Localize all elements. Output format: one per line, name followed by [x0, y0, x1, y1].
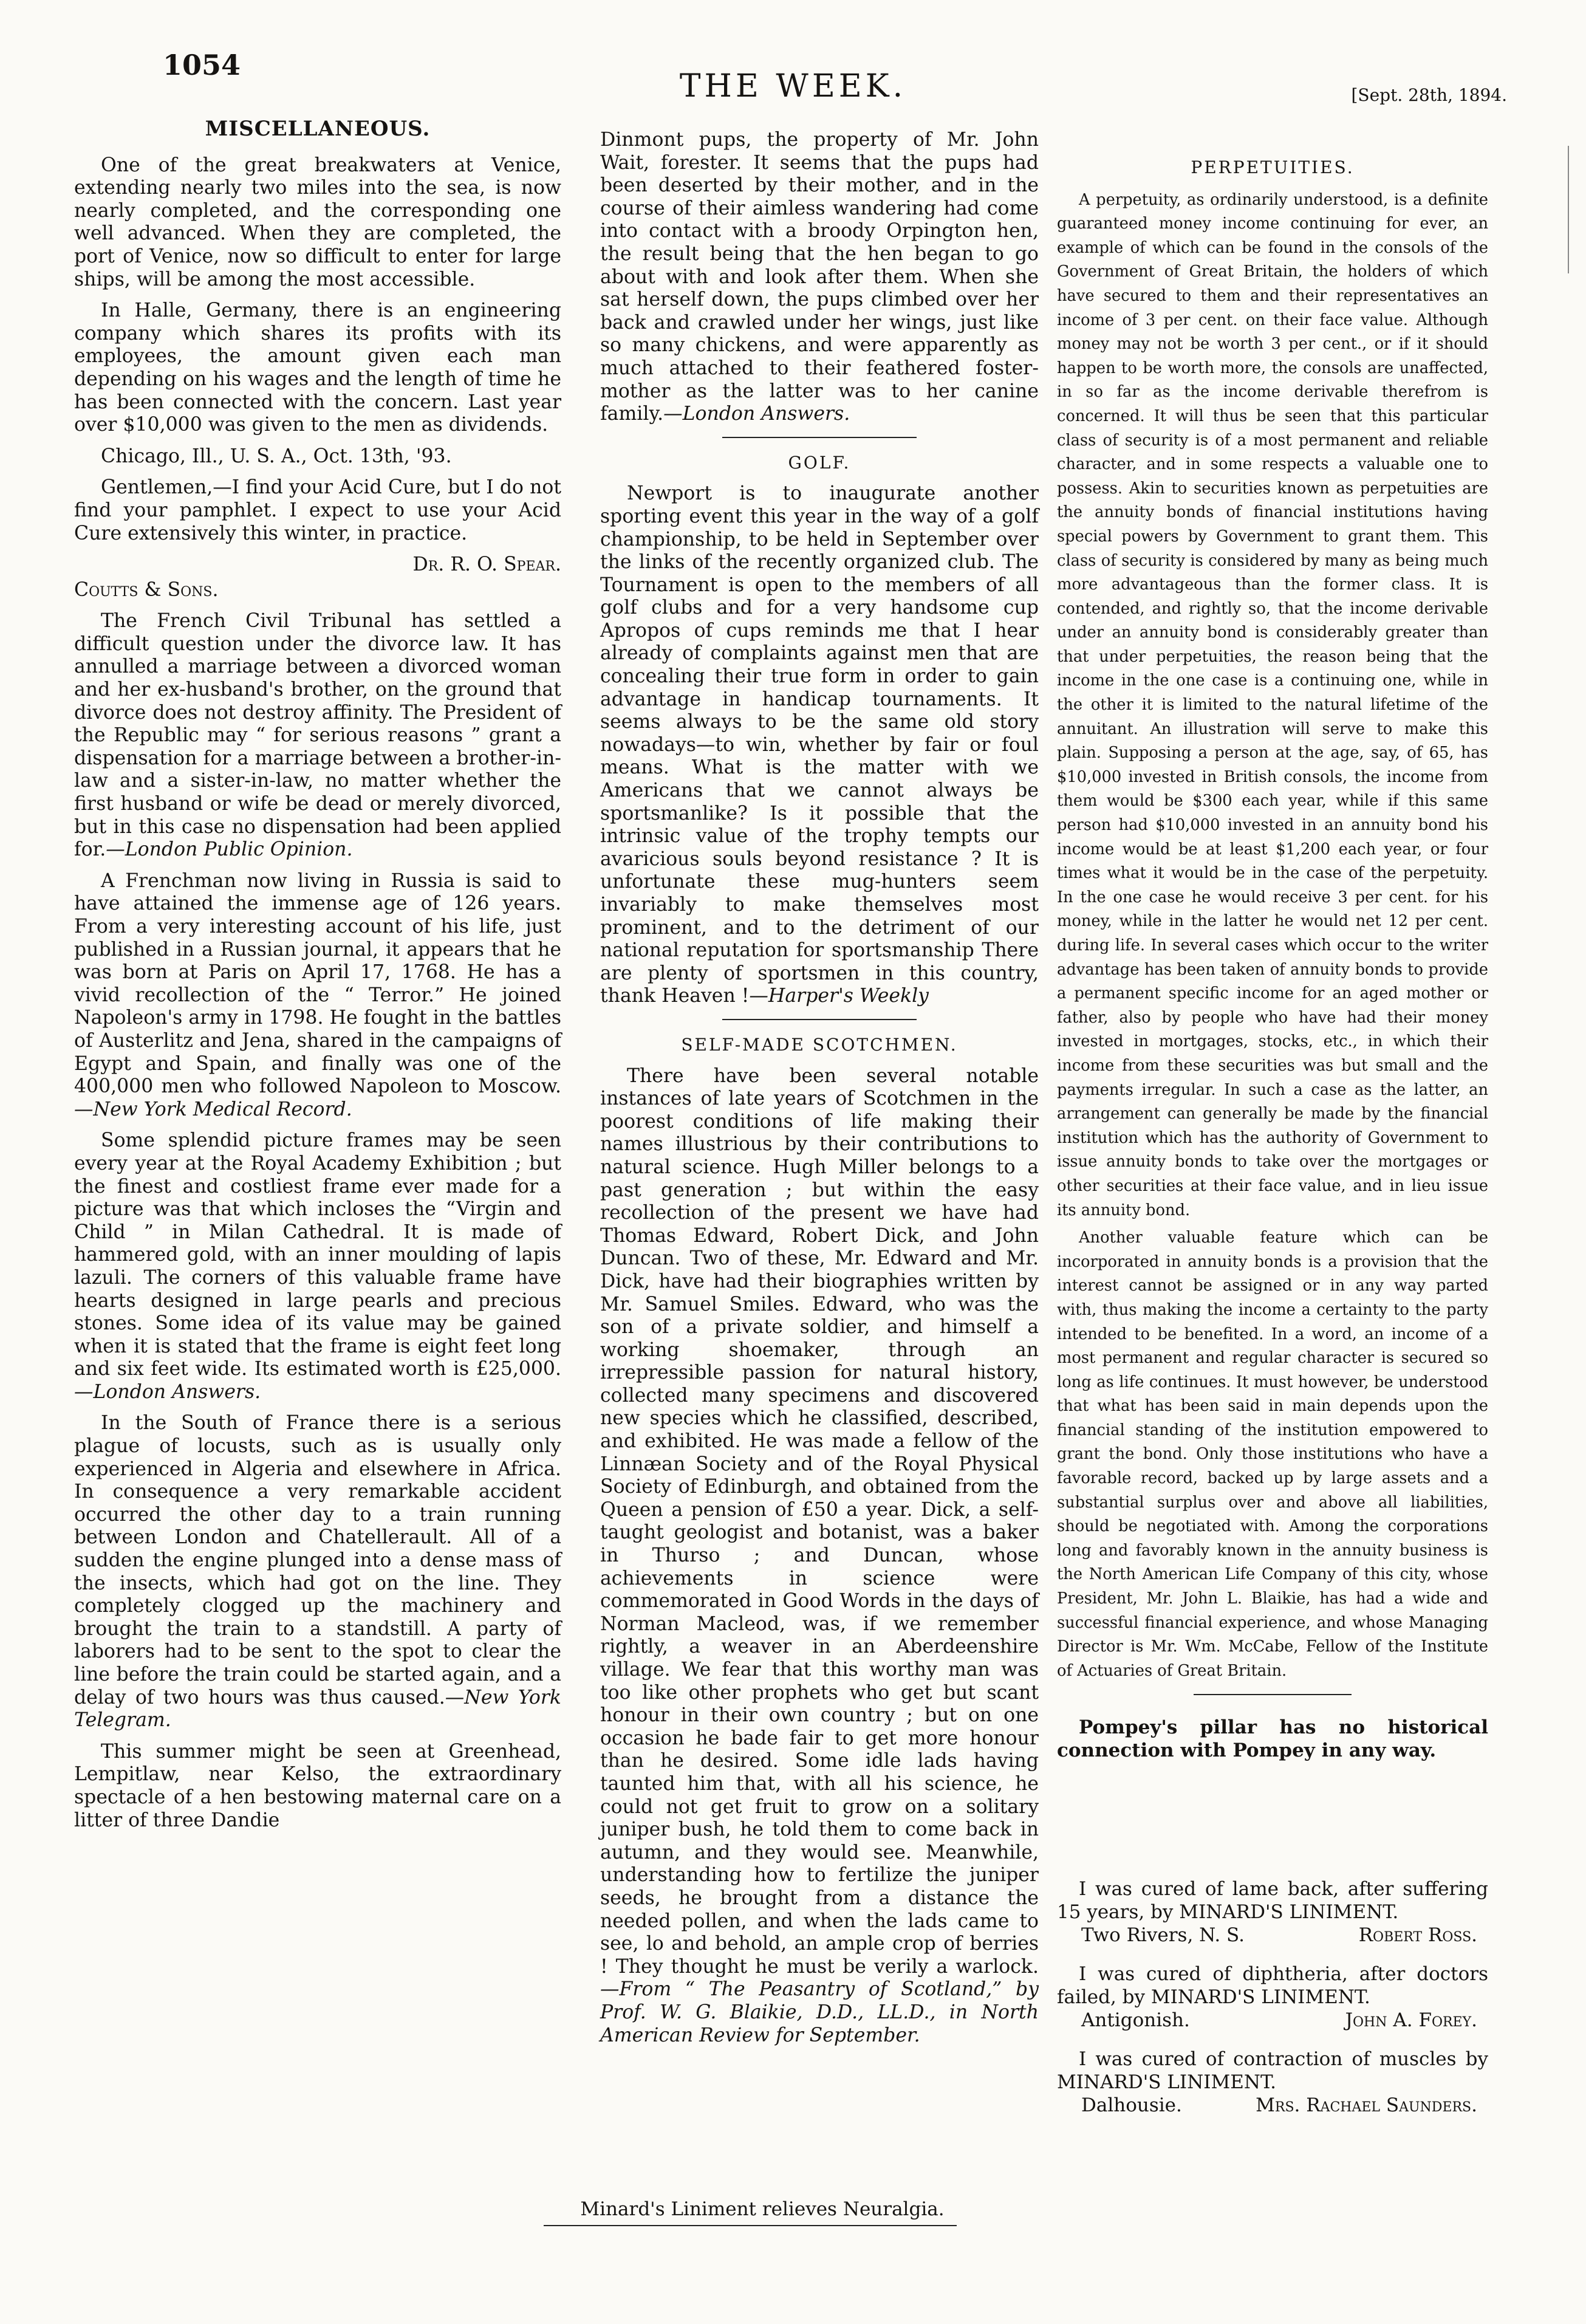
article-locusts	[74, 1412, 561, 1732]
article-perpetuities-2: Another valuable feature which can be incorporated in annuity bonds is a provision that the interest cannot be assigned or in any way parted with, thus making the income a certainty to the party intended to be benefited. In a word, an income of a most permanent and regular character is secured so long as life continues. It must however, be understood that what has been said in main depends upon the financial standing of the institution empowered to grant the bond. Only those institutions who have a favorable record, backed up by large assets and a substantial surplus over and above all liabilities, should be negotiated with. Among the corporations long and favorably known in the annuity business is the North American Life Company of this city, whose President, Mr. John L. Blaikie, has had a wide and successful financial experience, and whose Managing Director is Mr. Wm. McCabe, Fellow of the Institute of Actuaries of Great Britain.	[1057, 1229, 1488, 1680]
article-halle: In Halle, Germany, there is an engineering company which shares its profits with its employees, the amount given each man depending on his wages and the length of time he has been connected with the concern. Last year over $10,000 was given to the men as dividends.	[74, 300, 561, 436]
footer-advert-neuralgia: Minard's Liniment relieves Neuralgia.	[580, 2198, 945, 2220]
section-title-golf: GOLF.	[788, 452, 851, 473]
article-hen-continued	[600, 129, 1039, 426]
minards-liniment-testimonials	[1057, 1877, 1488, 2117]
article-frames-text: Some splendid picture frames may be seen every year at the Royal Academy Exhibition ; but the finest and costliest frame ever made for a picture was that which incloses the “Virgin and Child ” in Milan Cathedral. It is made of hammered gold, with an inner moulding of lapis lazuli. The corners of this valuable frame have hearts designed in large pearls and precious stones. Some idea of its value may be gained when it is stated that the frame is eight feet long and six feet wide. Its estimated worth is £25,000.	[74, 1129, 561, 1380]
article-hen-start: This summer might be seen at Greenhead, Lempitlaw, near Kelso, the extraordinary spectacle of a hen bestowing maternal care on a litter of three Dandie	[74, 1740, 561, 1831]
section-title-perpetuities: PERPETUITIES.	[1191, 157, 1355, 177]
article-frenchman-source: —New York Medical Record.	[74, 1098, 352, 1120]
letter-body: Gentlemen,—I find your Acid Cure, but I do not find your pamphlet. I expect to use your Acid Cure extensively this winter, in practice.	[74, 476, 561, 544]
article-golf	[600, 482, 1039, 1008]
article-scotchmen-text: There have been several notable instances of late years of Scotchmen in the poorest conditions of life making their names illustrious by their contributions to natural science. Hugh Miller belongs to a past generation ; but within the easy recollection of the present we have had Thomas Edward, Robert Dick, and John Duncan. Two of these, Mr. Edward and Mr. Dick, have had their biographies written by Mr. Samuel Smiles. Edward, who was the son of a private soldier, and himself a working shoemaker, through an irrepressible passion for natural history, collected many specimens and discovered new species which he classified, described, and exhibited. He was made a fellow of the Linnæan Society and of the Royal Physical Society of Edinburgh, and obtained from the Queen a pension of £50 a year. Dick, a self-taught geologist and botanist, was a baker in Thurso ; and Duncan, whose achievements in science were commemorated in Good Words in the days of Norman Macleod, was, if we remember rightly, a weaver in an Aberdeenshire village. We fear that this worthy man was too like other prophets who get but scant honour in their own country ; but on one occasion he bade fair to get more honour than he desired. Some idle lads having taunted him that, with all his science, he could not get fruit to grow on a solitary juniper bush, he told them to come back in autumn, and they would see. Meanwhile, understanding how to fertilize the juniper seeds, he brought from a distance the needed pollen, and when the lads came to see, lo and behold, an ample crop of berries ! They thought he must be verily a warlock.	[600, 1064, 1039, 1978]
testimonial-name: Robert Ross.	[1358, 1924, 1477, 1947]
article-hen-source: —London Answers.	[663, 403, 850, 425]
section-divider	[1194, 1694, 1352, 1695]
testimonial-place: Dalhousie.	[1081, 2094, 1182, 2117]
article-venice: One of the great breakwaters at Venice, extending nearly two miles into the sea, is now nearly completed, and the corresponding one well advanced. When they are completed, the port of Venice, now so difficult to enter for large ships, will be among the most accessible.	[74, 154, 561, 290]
article-scotchmen	[600, 1065, 1039, 2048]
article-locusts-text: In the South of France there is a serious plague of locusts, such as is usually only experienced in Algeria and elsewhere in Africa. In consequence a very remarkable accident occurred the other day to a train running between London and Chatellerault. All of a sudden the engine plunged into a dense mass of the insects, which had got on the line. They completely clogged up the machinery and brought the train to a standstill. A party of laborers had to be sent to the spot to clear the line before the train could be started again, and a delay of two hours was thus caused.	[74, 1412, 561, 1709]
section-title-scotchmen: SELF-MADE SCOTCHMEN.	[681, 1034, 958, 1055]
note-pompey-pillar: Pompey's pillar has no historical connection with Pompey in any way.	[1057, 1716, 1488, 1762]
article-frames-source: —London Answers.	[74, 1380, 261, 1403]
testimonial-place: Antigonish.	[1081, 2009, 1190, 2032]
page-edge-mark	[1568, 146, 1586, 273]
letter-place-date: Chicago, Ill., U. S. A., Oct. 13th, '93.	[101, 445, 452, 467]
testimonial-text: I was cured of contraction of muscles by MINARD'S LINIMENT.	[1057, 2048, 1488, 2094]
column-2	[600, 129, 1039, 2055]
article-frenchman-text: A Frenchman now living in Russia is said to have attained the immense age of 126 years. From a very interesting account of his life, just published in a Russian journal, it appears that he was born at Paris on April 17, 1768. He has a vivid recollection of the “ Terror.” He joined Napoleon's army in 1798. He fought in the battles of Austerlitz and Jena, shared in the campaigns of Egypt and Spain, and finally was one of the 400,000 men who followed Napoleon to Moscow.	[74, 869, 561, 1098]
testimonial	[1057, 1962, 1488, 2032]
letter-signature: Dr. R. O. Spear.	[412, 554, 561, 576]
testimonial-name: John A. Forey.	[1345, 2009, 1477, 2032]
testimonial-text: I was cured of lame back, after suffering 15 years, by MINARD'S LINIMENT.	[1057, 1878, 1488, 1924]
article-golf-text: Newport is to inaugurate another sporting event this year in the way of a golf championship, to be held in September over the links of the recently organized club. The Tournament is open to the members of all golf clubs and for a very handsome cup Apropos of cups reminds me that I hear already of complaints against men that are concealing their true form in order to gain advantage in handicap tournaments. It seems always to be the same old story nowadays—to win, whether by fair or foul means. What is the matter with we Americans that we cannot always be sportsmanlike? Is it possible that the intrinsic value of the trophy tempts our avaricious souls beyond resistance ? It is unfortunate these mug-hunters seem invariably to make themselves most prominent, and to the detriment of our national reputation for sportsmanship There are plenty of sportsmen in this country, thank Heaven !	[600, 482, 1039, 1007]
column-3	[1057, 146, 1488, 2133]
testimonial-place: Two Rivers, N. S.	[1081, 1924, 1245, 1947]
article-tribunal-source: —London Public Opinion.	[106, 838, 353, 861]
article-frenchman	[74, 870, 561, 1122]
article-perpetuities-1: A perpetuity, as ordinarily understood, is a definite guaranteed money income continuing for ever, an example of which can be found in the consols of the Government of Great Britain, the holders of which have secured to them and their representatives an income of 3 per cent. on their face value. Although money may not be worth 3 per cent., or if it should happen to be worth more, the consols are unaffected, in so far as the income derivable therefrom is concerned. It will thus be seen that this particular class of security is of a most permanent and reliable character, and in some respects a valuable one to possess. Akin to securities known as perpetuities are the annuity bonds of financial institutions having special powers by Government to grant them. This class of security is considered by many as being much more advantageous than the former class. It is contended, and rightly so, that the income derivable under an annuity bond is considerably greater than that under perpetuities, the reason being that the income in the one case is a continuing one, while in the other it is limited to the natural lifetime of the annuitant. An illustration will serve to make this plain. Supposing a person at the age, say, of 65, has $10,000 invested in British consols, the income from them would be $300 each year, while if this same person had $10,000 invested in an annuity bond his income would be at least $1,200 each year, or four times what it would be in the case of the perpetuity. In the one case he would receive 3 per cent. for his money, while in the latter he would net 12 per cent. during life. In several cases which occur to the writer advantage has been taken of annuity bonds to provide a permanent specific income for an aged mother or father, also by people who have had their money invested in mortgages, stocks, etc., in which their income from these securities was but small and the payments irregular. In such a case as the latter, an arrangement can generally be made by the financial institution which has the authority of Government to issue annuity bonds to take over the mortgages or other securities at their face value, and in lieu issue its annuity bond.	[1057, 190, 1488, 1219]
footer-divider	[544, 2225, 957, 2226]
section-divider	[722, 437, 917, 438]
article-tribunal	[74, 610, 561, 862]
testimonial-signature	[1057, 2094, 1488, 2117]
testimonial	[1057, 2048, 1488, 2117]
article-locusts-source: —New York Telegram.	[74, 1686, 561, 1732]
section-title-miscellaneous: MISCELLANEOUS.	[205, 117, 431, 141]
testimonial-name: Mrs. Rachael Saunders.	[1256, 2094, 1477, 2117]
article-scotchmen-source: —From “ The Peasantry of Scotland,” by Prof. W. G. Blaikie, D.D., LL.D., in North American Review for September.	[600, 1978, 1039, 2046]
testimonial-signature	[1057, 2009, 1488, 2032]
testimonial	[1057, 1877, 1488, 1947]
issue-date: [Sept. 28th, 1894.	[1351, 85, 1507, 105]
column-1	[74, 109, 561, 1840]
section-divider	[722, 1019, 917, 1020]
testimonial-text: I was cured of diphtheria, after doctors failed, by MINARD'S LINIMENT.	[1057, 1963, 1488, 2009]
testimonial-signature	[1057, 1924, 1488, 1947]
article-frames	[74, 1129, 561, 1404]
page-number: 1054	[163, 49, 241, 81]
masthead-title: THE WEEK.	[679, 68, 907, 105]
article-hen-text: Dinmont pups, the property of Mr. John Wait, forester. It seems that the pups had been deserted by their mother, and in the course of their aimless wandering had come into contact with a broody Orpington hen, the result being that the hen began to go about with and look after them. When she sat herself down, the pups climbed over her back and crawled under her wings, just like so many chickens, and were apparently as much attached to their feathered foster-mother as the latter was to her canine family.	[600, 129, 1039, 425]
article-tribunal-text: The French Civil Tribunal has settled a difficult question under the divorce law. It has annulled a marriage between a divorced woman and her ex-husband's brother, on the ground that divorce does not destroy affinity. The President of the Republic may “ for serious reasons ” grant a dispensation for a marriage between a brother-in-law and a sister-in-law, no matter whether the first husband or wife be dead or merely divorced, but in this case no dispensation had been applied for.	[74, 610, 561, 861]
article-golf-source: —Harper's Weekly	[749, 985, 929, 1007]
letter-addressee: Coutts & Sons.	[74, 578, 219, 601]
